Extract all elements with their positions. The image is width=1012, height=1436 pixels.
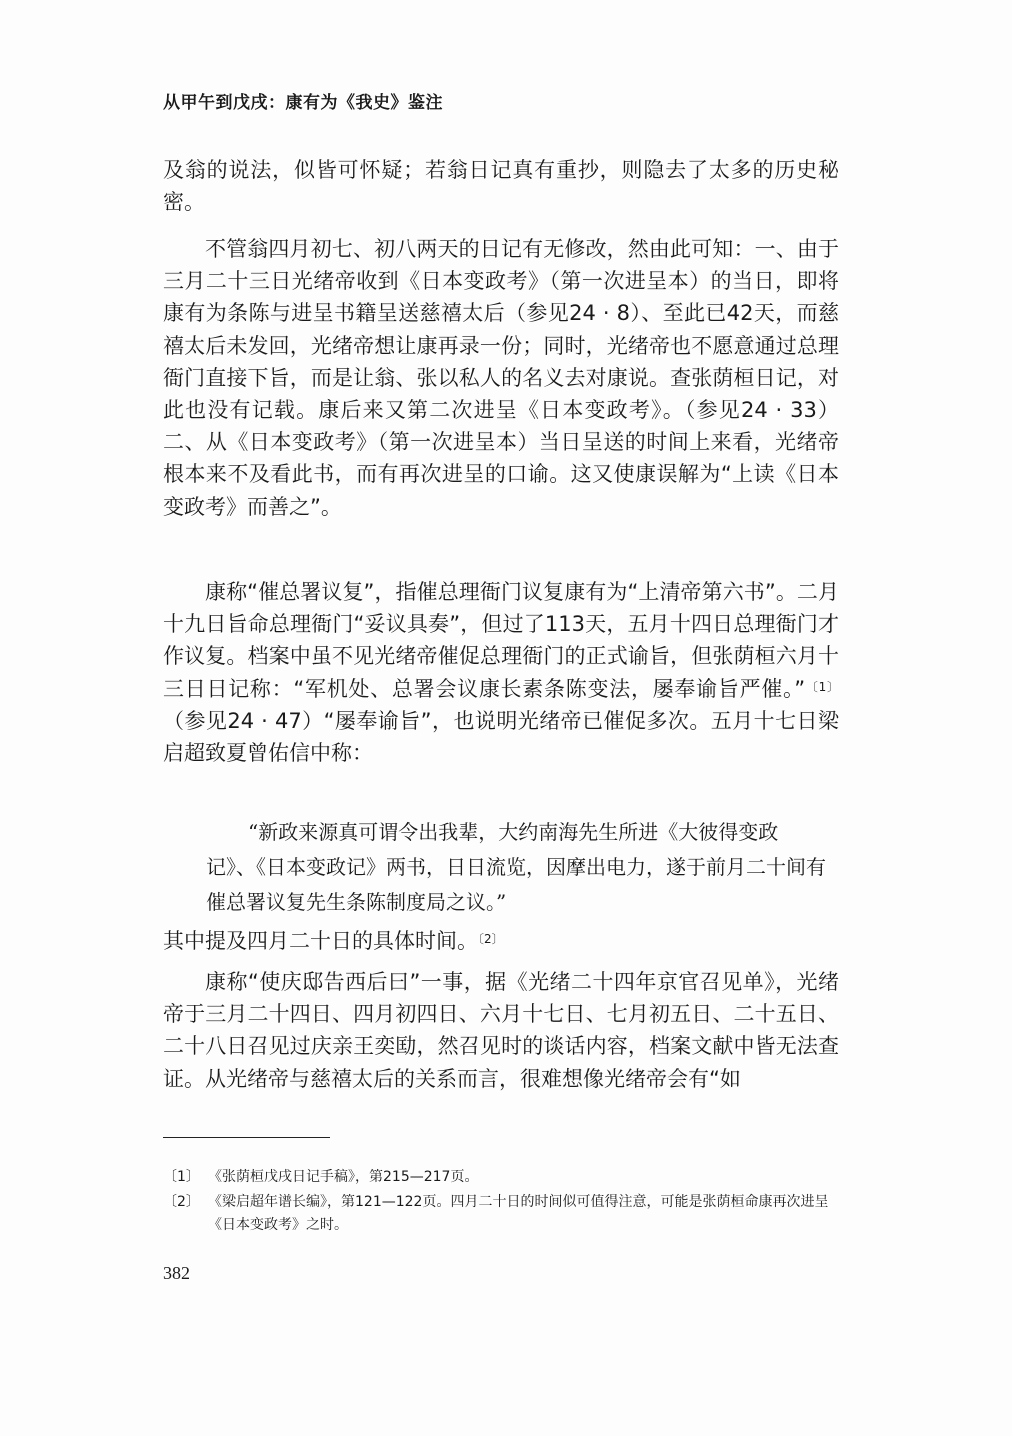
paragraph-urge-zongshu [163, 576, 839, 769]
paragraph-text: （参见24 · 47）“屡奉谕旨”，也说明光绪帝已催促多次。五月十七日梁启超致夏曾佑信中称： [163, 708, 839, 766]
footnotes [163, 1166, 843, 1239]
paragraph-qingqin-wang: 康称“使庆邸告西后曰”一事，据《光绪二十四年京官召见单》，光绪帝于三月二十四日、四月初四日、六月十七日、七月初五日、二十五日、二十八日召见过庆亲王奕劻，然召见时的谈话内容，档案文献中皆无法查证。从光绪帝与慈禧太后的关系而言，很难想像光绪帝会有“如 [163, 970, 839, 1091]
paragraph-continued: 及翁的说法，似皆可怀疑；若翁日记真有重抄，则隐去了太多的历史秘密。 [163, 158, 839, 215]
quote-lines-rest: 记》、《日本变政记》两书，日日流览，因摩出电力，遂于前月二十间有催总署议复先生条陈制度局之议。” [206, 855, 826, 914]
footnote-text: 《梁启超年谱长编》，第121—122页。四月二十日的时间似可值得注意，可能是张荫桓命康再次进呈《日本变政考》之时。 [208, 1194, 829, 1233]
quote-line-first: “新政来源真可谓令出我辈，大约南海先生所进《大彼得变政 [248, 820, 779, 844]
paragraph-analysis: 不管翁四月初七、初八两天的日记有无修改，然由此可知：一、由于三月二十三日光绪帝收到《日本变政考》（第一次进呈本）的当日，即将康有为条陈与进呈书籍呈送慈禧太后（参见24 · 8）、至此已42天，而慈禧太后未发回，光绪帝想让康再录一份；同时，光绪帝也不愿意通过总理衙门直接下旨，而是让翁、张以私人的名义去对康说。查张荫桓日记，对此也没有记载。康后来又第二次进呈《日本变政考》。（参见24 · 33）二、从《日本变政考》（第一次进呈本）当日呈送的时间上来看，光绪帝根本来不及看此书，而有再次进呈的口谕。这又使康误解为“上读《日本变政考》而善之”。 [163, 237, 839, 519]
footnote-ref-2[interactable]: 〔2〕 [478, 932, 504, 946]
footnote-mark: 〔1〕 [163, 1169, 200, 1185]
footnote-2 [163, 1191, 843, 1237]
block-quote [163, 815, 839, 920]
footnote-ref-1[interactable]: 〔1〕 [805, 679, 839, 694]
page-number: 382 [163, 1263, 190, 1283]
paragraph-text: 康称“催总署议复”，指催总理衙门议复康有为“上清帝第六书”。二月十九日旨命总理衙门“妥议具奏”，但过了113天，五月十四日总理衙门才作议复。档案中虽不见光绪帝催促总理衙门的正式谕旨，但张荫桓六月十三日日记称：“军机处、总署会议康长素条陈变法，屡奉谕旨严催。” [163, 580, 839, 701]
footnote-1 [163, 1166, 843, 1189]
paragraph-text: 其中提及四月二十日的具体时间。 [163, 929, 478, 953]
footnote-divider [163, 1137, 330, 1138]
running-header: 从甲午到戊戌：康有为《我史》鉴注 [163, 93, 443, 113]
footnote-mark: 〔2〕 [163, 1194, 200, 1210]
footnote-text: 《张荫桓戊戌日记手稿》，第215—217页。 [208, 1169, 479, 1185]
paragraph-after-quote [163, 925, 839, 957]
